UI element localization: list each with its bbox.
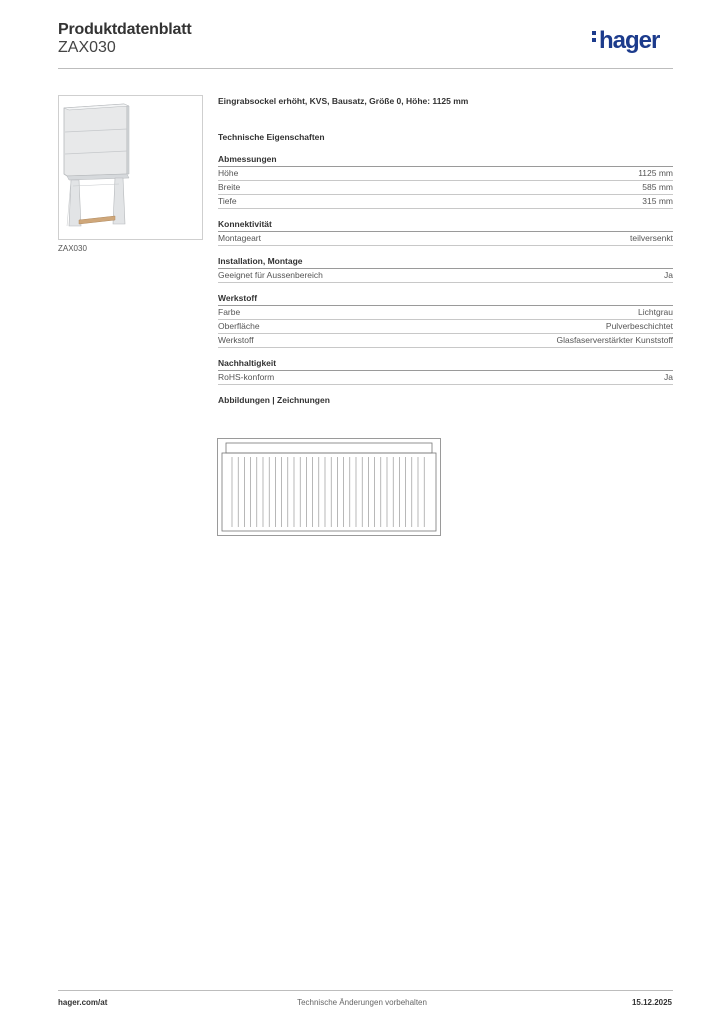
property-value: 315 mm: [642, 196, 673, 206]
group-title: Konnektivität: [218, 219, 673, 232]
property-group: [218, 256, 673, 283]
property-group: [218, 358, 673, 385]
property-label: Montageart: [218, 233, 261, 243]
group-title: Installation, Montage: [218, 256, 673, 269]
property-value: Glasfaserverstärkter Kunststoff: [556, 335, 673, 345]
property-group: [218, 293, 673, 348]
property-label: Höhe: [218, 168, 239, 178]
property-label: Farbe: [218, 307, 241, 317]
product-image: [58, 95, 203, 240]
product-code: ZAX030: [58, 39, 116, 56]
cabinet-base-illustration: [59, 96, 202, 239]
property-label: Breite: [218, 182, 241, 192]
logo-text: hager: [599, 27, 660, 54]
property-value: Ja: [664, 372, 673, 382]
property-row: [218, 371, 673, 385]
property-row: [218, 269, 673, 283]
property-row: [218, 181, 673, 195]
property-row: [218, 306, 673, 320]
property-row: [218, 334, 673, 348]
group-title: Werkstoff: [218, 293, 673, 306]
page-header-title: Produktdatenblatt: [58, 21, 192, 38]
property-row: [218, 320, 673, 334]
vent-grille-drawing: [218, 439, 440, 535]
property-value: Lichtgrau: [638, 307, 673, 317]
group-title: Nachhaltigkeit: [218, 358, 673, 371]
property-row: [218, 232, 673, 246]
property-group: [218, 219, 673, 246]
footer-notice: Technische Änderungen vorbehalten: [297, 998, 427, 1007]
property-groups: [218, 154, 673, 385]
technical-drawing: [217, 438, 441, 536]
property-value: 585 mm: [642, 182, 673, 192]
drawings-heading: Abbildungen | Zeichnungen: [218, 395, 330, 405]
property-label: Werkstoff: [218, 335, 254, 345]
footer-website-link[interactable]: hager.com/at: [58, 998, 108, 1007]
logo-dots-icon: [592, 28, 596, 45]
property-row: [218, 167, 673, 181]
property-value: 1125 mm: [638, 168, 673, 178]
footer-divider: [58, 990, 673, 991]
product-image-caption: ZAX030: [58, 244, 87, 253]
property-row: [218, 195, 673, 209]
property-label: Geeignet für Aussenbereich: [218, 270, 323, 280]
hager-logo: [592, 27, 659, 55]
product-description: Eingrabsockel erhöht, KVS, Bausatz, Größe 0, Höhe: 1125 mm: [218, 96, 469, 106]
product-details: [218, 96, 673, 405]
property-value: Ja: [664, 270, 673, 280]
group-title: Abmessungen: [218, 154, 673, 167]
property-value: Pulverbeschichtet: [605, 321, 673, 331]
footer-date: 15.12.2025: [631, 998, 672, 1007]
property-label: Oberfläche: [218, 321, 260, 331]
property-label: RoHS-konform: [218, 372, 275, 382]
header-divider: [58, 68, 673, 69]
properties-heading: Technische Eigenschaften: [218, 132, 325, 142]
property-value: teilversenkt: [630, 233, 673, 243]
property-label: Tiefe: [218, 196, 237, 206]
property-group: [218, 154, 673, 209]
